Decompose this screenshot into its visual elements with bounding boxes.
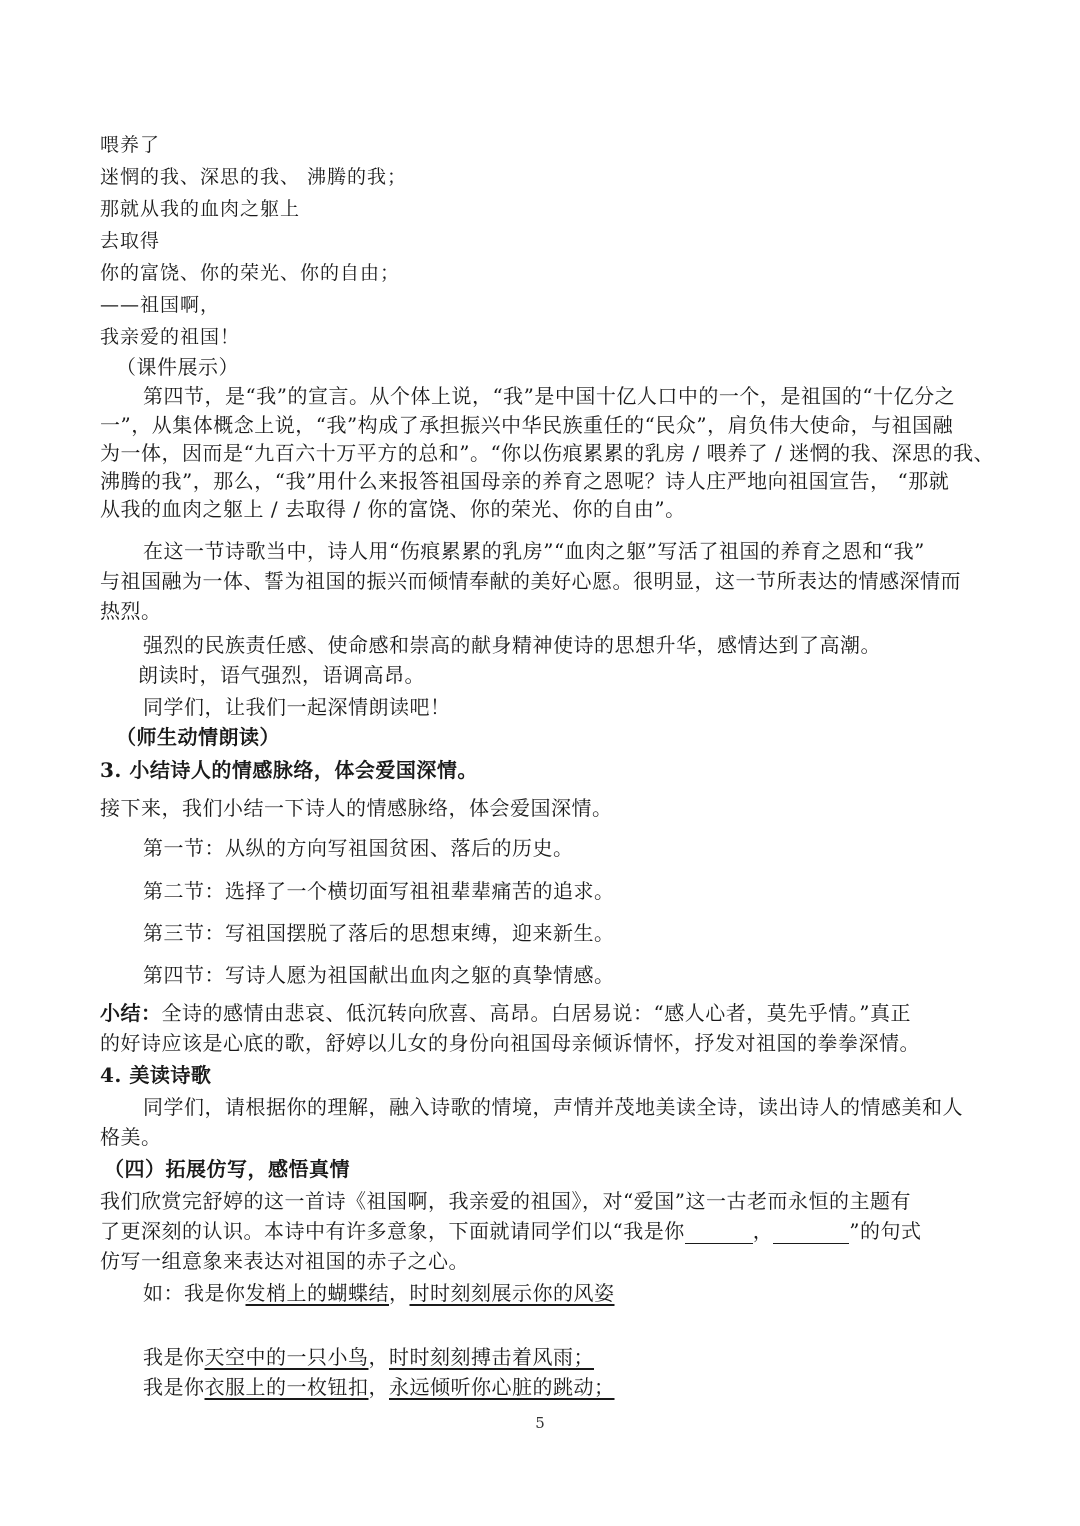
section-heading: 4. 美读诗歌 (100, 1063, 212, 1087)
conclusion-label: 小结： (100, 1001, 162, 1025)
poem-line: 去取得 (100, 230, 161, 252)
analysis-line: 一”，从集体概念上说，“我”构成了承担振兴中华民族重任的“民众”，肩负伟大使命，与祖国融 (100, 413, 954, 437)
poem-line: 迷惘的我、深思的我、 沸腾的我； (100, 166, 408, 188)
imitation-meaning: 时时刻刻搏击着风雨； (389, 1345, 594, 1369)
poem-line: 我亲爱的祖国！ (100, 326, 241, 348)
imitation-prefix: 我是你 (143, 1375, 205, 1399)
analysis-line: 第四节，是“我”的宣言。从个体上说，“我”是中国十亿人口中的一个，是祖国的“十亿分之 (143, 384, 956, 408)
instruction-line: 格美。 (100, 1125, 162, 1149)
intro-line: 我们欣赏完舒婷的这一首诗《祖国啊，我亲爱的祖国》，对“爱国”这一古老而永恒的主题有 (100, 1189, 911, 1213)
fill-blank (773, 1221, 849, 1244)
intro-sep: ， (752, 1219, 774, 1243)
imitation-sep: ， (368, 1375, 389, 1399)
intro-line: 仿写一组意象来表达对祖国的赤子之心。 (100, 1249, 469, 1273)
teacher-student-note: （师生动情朗读） (116, 725, 280, 749)
imitation-prefix: 我是你 (143, 1345, 205, 1369)
imitation-image: 衣服上的一枚钮扣 (204, 1375, 369, 1399)
poem-line: 那就从我的血肉之躯上 (100, 198, 301, 220)
summary-intro: 接下来，我们小结一下诗人的情感脉络，体会爱国深情。 (100, 796, 613, 820)
analysis-line: 为一体，因而是“九百六十万平方的总和”。“你以伤痕累累的乳房 / 喂养了 / 迷惘的我、深思的我、 (100, 441, 995, 465)
example-line (143, 1278, 615, 1308)
intro-text: ”的句式 (849, 1219, 922, 1243)
analysis-line: 沸腾的我”，那么，“我”用什么来报答祖国母亲的养育之恩呢？诗人庄严地向祖国宣告， “那就 (100, 469, 950, 493)
section-summary: 第二节：选择了一个横切面写祖祖辈辈痛苦的追求。 (143, 879, 615, 903)
emotion-line: 在这一节诗歌当中，诗人用“伤痕累累的乳房”“血肉之躯”写活了祖国的养育之恩和“我” (143, 539, 925, 563)
example-prefix: 如：我是你 (143, 1281, 246, 1305)
poem-line: 喂养了 (100, 134, 161, 156)
poem-line: 你的富饶、你的荣光、你的自由； (100, 262, 401, 284)
example-meaning: 时时刻刻展示你的风姿 (409, 1281, 615, 1305)
fill-blank (685, 1221, 753, 1244)
poem-line: ——祖国啊， (100, 294, 221, 316)
section-summary: 第一节：从纵的方向写祖国贫困、落后的历史。 (143, 836, 574, 860)
imitation-line (143, 1342, 594, 1372)
reading-tip: 朗读时，语气强烈，语调高昂。 (138, 663, 425, 687)
conclusion-text: 全诗的感情由悲哀、低沉转向欣喜、高昂。白居易说：“感人心者，莫先乎情。”真正 (161, 1001, 911, 1025)
page-number: 5 (535, 1414, 545, 1432)
section-summary: 第四节：写诗人愿为祖国献出血肉之躯的真挚情感。 (143, 963, 615, 987)
part-heading: （四）拓展仿写，感悟真情 (104, 1157, 350, 1181)
instruction-line: 同学们，请根据你的理解，融入诗歌的情境，声情并茂地美读全诗，读出诗人的情感美和人 (143, 1095, 963, 1119)
emotion-line: 热烈。 (100, 599, 162, 623)
section-summary: 第三节：写祖国摆脱了落后的思想束缚，迎来新生。 (143, 921, 615, 945)
example-image: 发梢上的蝴蝶结 (245, 1281, 389, 1305)
conclusion-line (100, 998, 911, 1028)
courseware-note: （课件展示） (116, 355, 239, 379)
section-heading: 3. 小结诗人的情感脉络，体会爱国深情。 (100, 758, 478, 782)
imitation-line (143, 1372, 615, 1402)
climax-text: 强烈的民族责任感、使命感和崇高的献身精神使诗的思想升华，感情达到了高潮。 (143, 633, 881, 657)
intro-text: 了更深刻的认识。本诗中有许多意象，下面就请同学们以“我是你 (100, 1219, 685, 1243)
conclusion-line: 的好诗应该是心底的歌，舒婷以儿女的身份向祖国母亲倾诉情怀，抒发对祖国的拳拳深情。 (100, 1031, 920, 1055)
imitation-sep: ， (368, 1345, 389, 1369)
analysis-line: 从我的血肉之躯上 / 去取得 / 你的富饶、你的荣光、你的自由”。 (100, 497, 686, 521)
imitation-image: 天空中的一只小鸟 (204, 1345, 369, 1369)
invite-text: 同学们，让我们一起深情朗读吧！ (143, 695, 451, 719)
intro-line (100, 1216, 921, 1246)
emotion-line: 与祖国融为一体、誓为祖国的振兴而倾情奉献的美好心愿。很明显，这一节所表达的情感深情而 (100, 569, 961, 593)
imitation-meaning: 永远倾听你心脏的跳动； (389, 1375, 615, 1399)
example-sep: ， (389, 1281, 410, 1305)
